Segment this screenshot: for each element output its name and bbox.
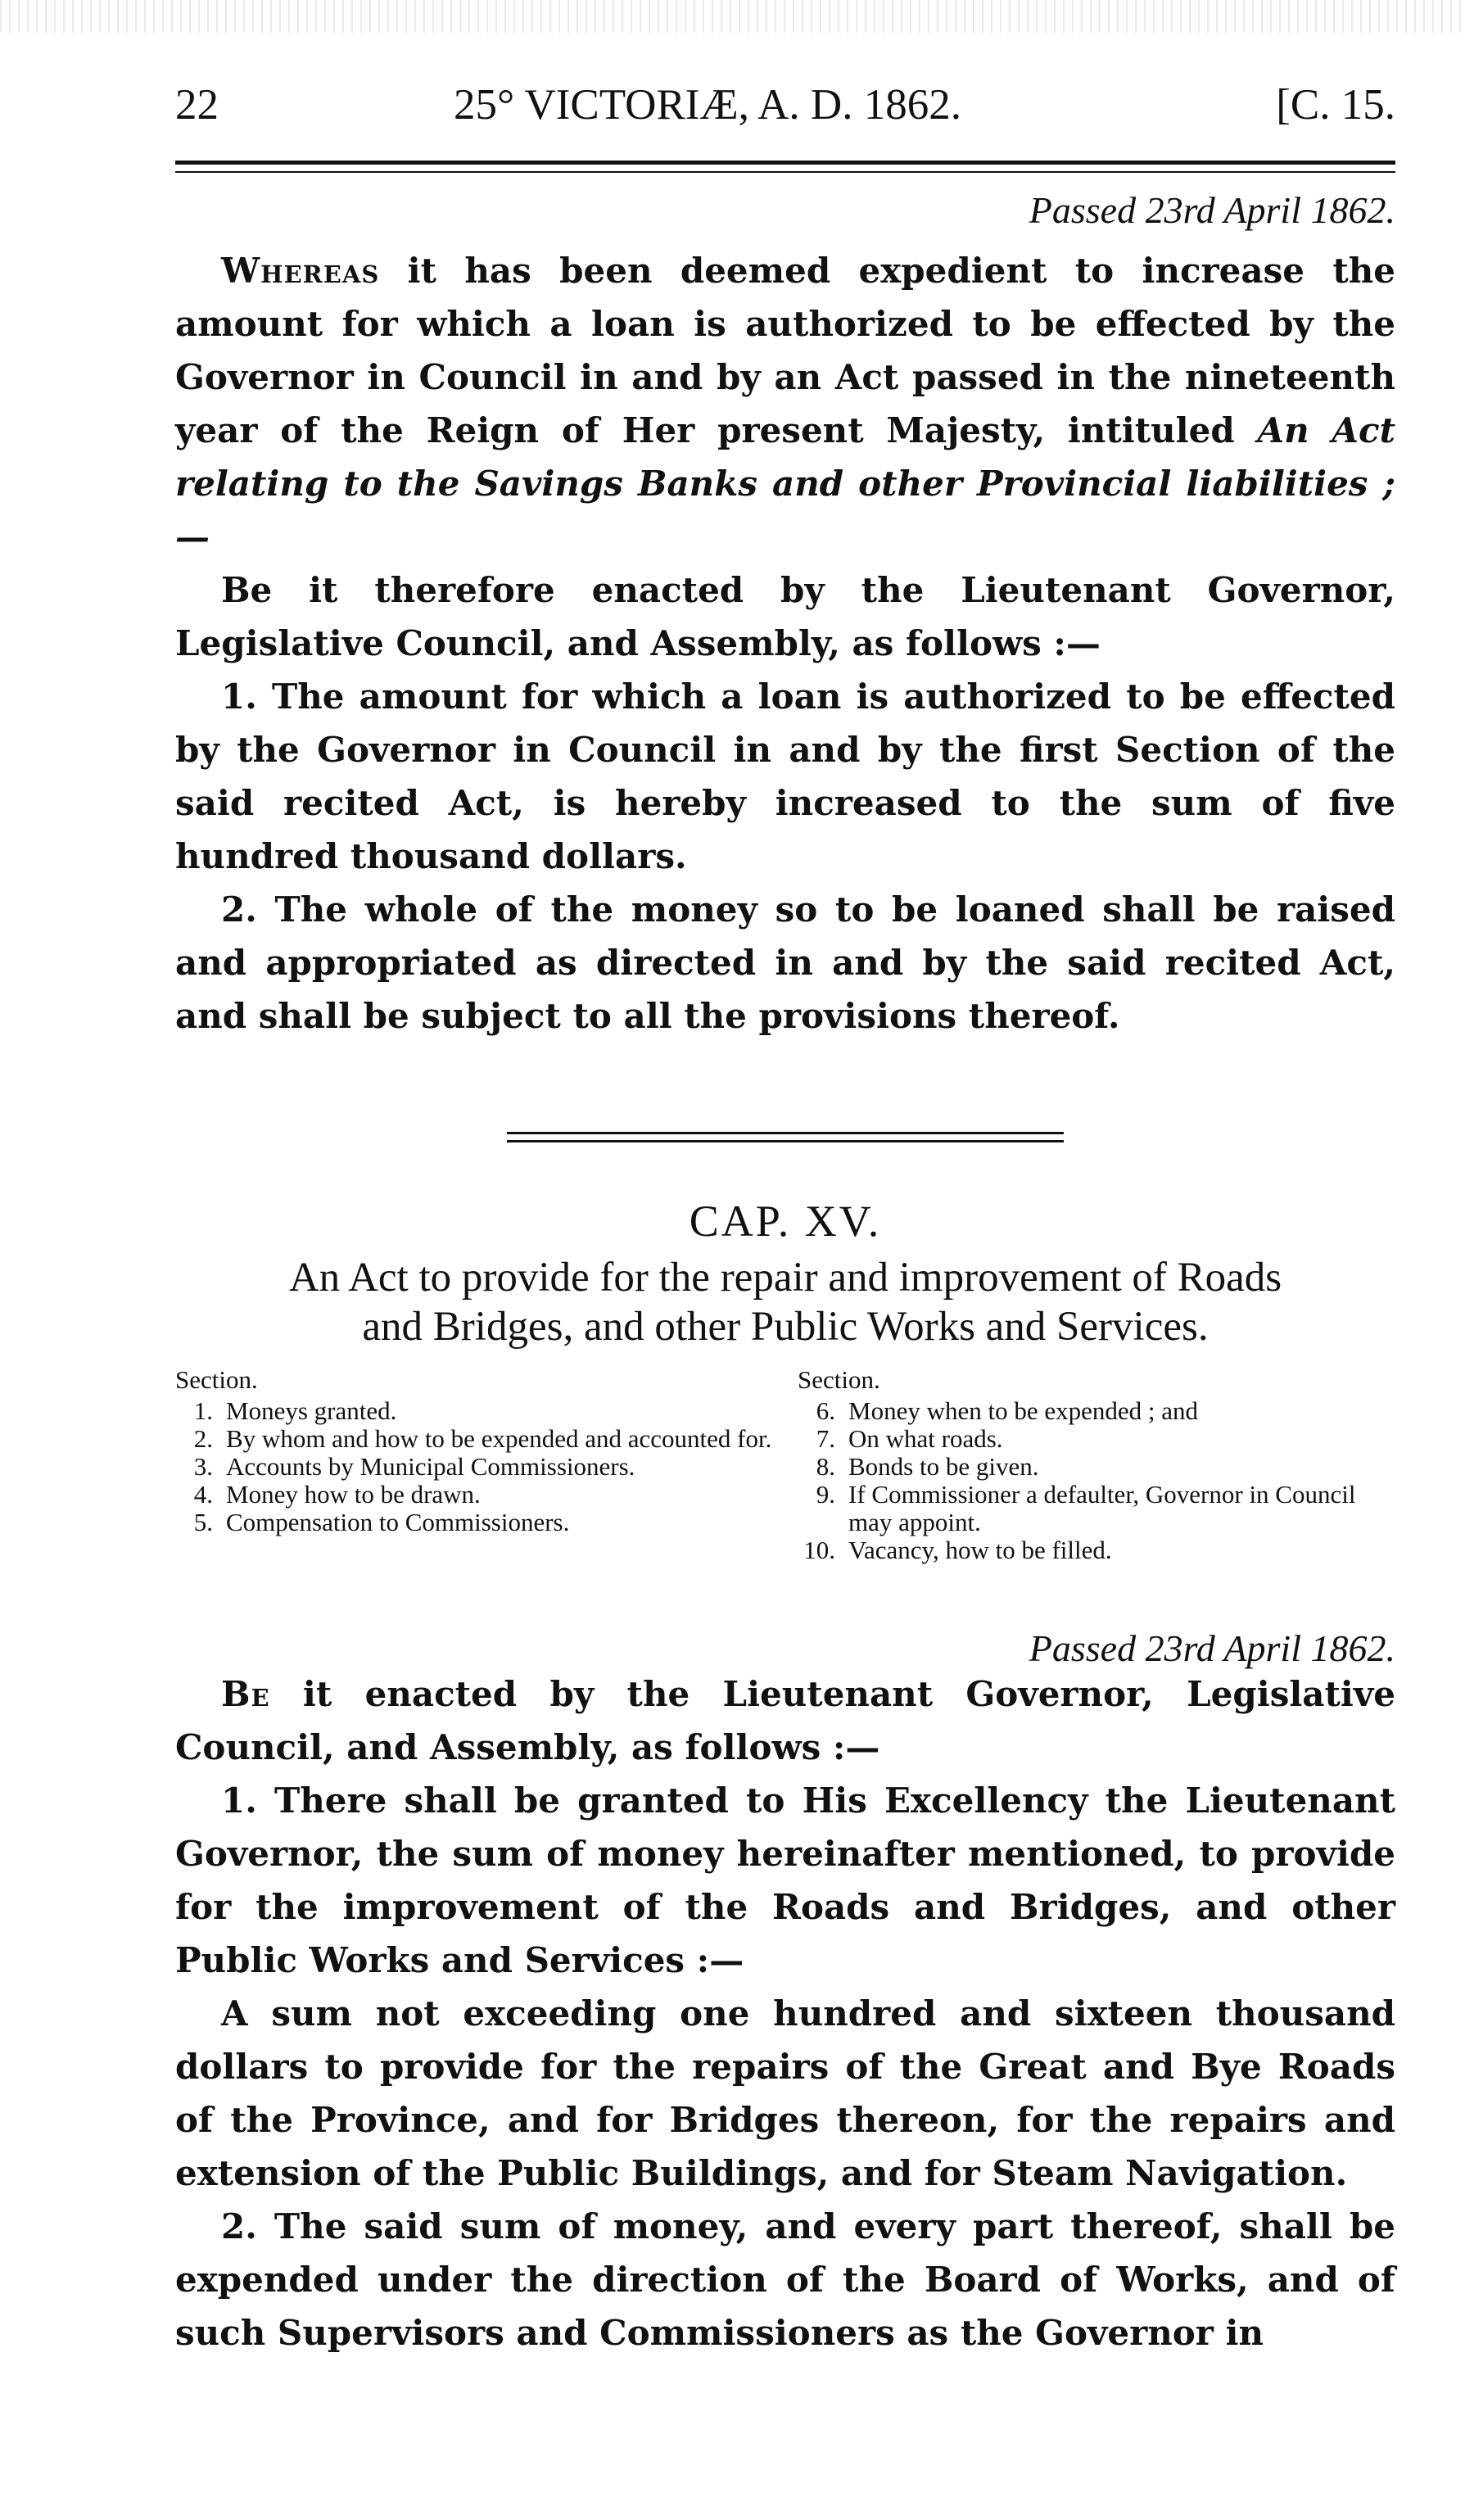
whereas-word: Whereas: [221, 251, 380, 291]
scan-edge-artifact: [0, 0, 1465, 33]
toc-item-number: 3.: [193, 1452, 213, 1481]
toc-item: [798, 1481, 1395, 1536]
toc-item-number: 4.: [193, 1480, 213, 1509]
section-1-paragraph: 1. The amount for which a loan is authorized to be effected by the Governor in Council in and by the first Section of the said recited Act, is hereby increased to the sum of five hundred thousand dollars.: [175, 676, 1395, 876]
toc-item: [175, 1397, 773, 1425]
section-2-paragraph: 2. The said sum of money, and every part thereof, shall be expended under the direction of the Board of Works, and of such Supervisors and Commissioners as the Governor in: [175, 2206, 1395, 2353]
act-title-line-2: and Bridges, and other Public Works and Services.: [362, 1304, 1209, 1350]
cap-heading: CAP. XV.: [689, 1197, 882, 1246]
toc-item: [798, 1425, 1395, 1453]
toc-left-column: [175, 1366, 773, 1536]
running-chapter: [C. 15.: [1276, 81, 1395, 129]
toc-item-text: Moneys granted.: [226, 1396, 397, 1425]
passed-date-enactment: Passed 23rd April 1862.: [1029, 1627, 1395, 1669]
toc-item: [175, 1453, 773, 1481]
toc-item: [798, 1397, 1395, 1425]
toc-item-number: 6.: [816, 1396, 835, 1425]
toc-item-text: Accounts by Municipal Commissioners.: [226, 1452, 635, 1481]
toc-item: [798, 1536, 1395, 1564]
toc-item-text: Vacancy, how to be filled.: [848, 1536, 1112, 1564]
toc-section-label: Section.: [175, 1365, 258, 1394]
running-head: [175, 80, 1395, 146]
toc-right-column: [798, 1366, 1395, 1564]
toc-item-number: 9.: [816, 1480, 835, 1509]
preamble-block: [175, 244, 1395, 1043]
header-rule-thick: [175, 161, 1395, 165]
whereas-paragraph: [175, 244, 1395, 563]
toc-item: [798, 1453, 1395, 1481]
be-text: it enacted by the Lieutenant Governor, Legislative Council, and Assembly, as follows :—: [175, 1674, 1395, 1767]
toc-item-text: If Commissioner a defaulter, Governor in Council may appoint.: [848, 1480, 1356, 1536]
running-title: 25° VICTORIÆ, A. D. 1862.: [454, 81, 961, 129]
toc-item-text: Compensation to Commissioners.: [226, 1508, 570, 1536]
toc-item: [175, 1425, 773, 1453]
passed-date-preamble: Passed 23rd April 1862.: [1029, 189, 1395, 231]
toc-item-number: 8.: [816, 1452, 835, 1481]
section-2-paragraph: 2. The whole of the money so to be loaned shall be raised and appropriated as directed in and by the said recited Act, and shall be subject to all the provisions thereof.: [175, 889, 1395, 1036]
toc-section-label: Section.: [798, 1365, 880, 1394]
page-number: 22: [175, 81, 219, 129]
toc-item-number: 5.: [193, 1508, 213, 1536]
toc-item-text: Money when to be expended ; and: [848, 1396, 1198, 1425]
enacting-clause: [175, 1667, 1395, 1774]
toc-item-number: 10.: [803, 1536, 835, 1564]
act-title-line-1: An Act to provide for the repair and improvement of Roads: [288, 1255, 1282, 1301]
be-word: Be: [221, 1674, 270, 1714]
section-1-paragraph: 1. There shall be granted to His Excellency the Lieutenant Governor, the sum of money hereinafter mentioned, to provide for the improvement of the Roads and Bridges, and other Public Works and Services :—: [175, 1780, 1395, 1980]
toc-item-number: 1.: [193, 1396, 213, 1425]
toc-item-text: Money how to be drawn.: [226, 1480, 481, 1509]
toc-item: [175, 1481, 773, 1509]
toc-item-text: On what roads.: [848, 1424, 1003, 1453]
enactment-block: [175, 1667, 1395, 2359]
whereas-text: it has been deemed expedient to increase the amount for which a loan is authorized to be effected by the Governor in Council in and by an Act passed in the nineteenth year of the Reign of Her present Majesty, intituled: [175, 251, 1395, 450]
toc-item-number: 7.: [816, 1424, 835, 1453]
toc-item-text: Bonds to be given.: [848, 1452, 1039, 1481]
sum-paragraph: A sum not exceeding one hundred and sixteen thousand dollars to provide for the repairs of the Great and Bye Roads of the Province, and for Bridges thereon, for the repairs and extension of the Public Buildings, and for Steam Navigation.: [175, 1993, 1395, 2193]
toc-item: [175, 1509, 773, 1536]
recited-act-name: An Act relating to the Savings Banks and other Provincial liabilities ;—: [175, 410, 1395, 557]
act-title: [175, 1253, 1395, 1351]
toc-item-number: 2.: [193, 1424, 213, 1453]
header-rule-thin: [175, 171, 1395, 173]
toc-item-text: By whom and how to be expended and accounted for.: [226, 1424, 772, 1453]
enacting-clause: Be it therefore enacted by the Lieutenant Governor, Legislative Council, and Assembly, as follows :—: [175, 570, 1395, 663]
section-divider-bottom: [507, 1140, 1064, 1142]
section-divider-top: [507, 1132, 1064, 1134]
